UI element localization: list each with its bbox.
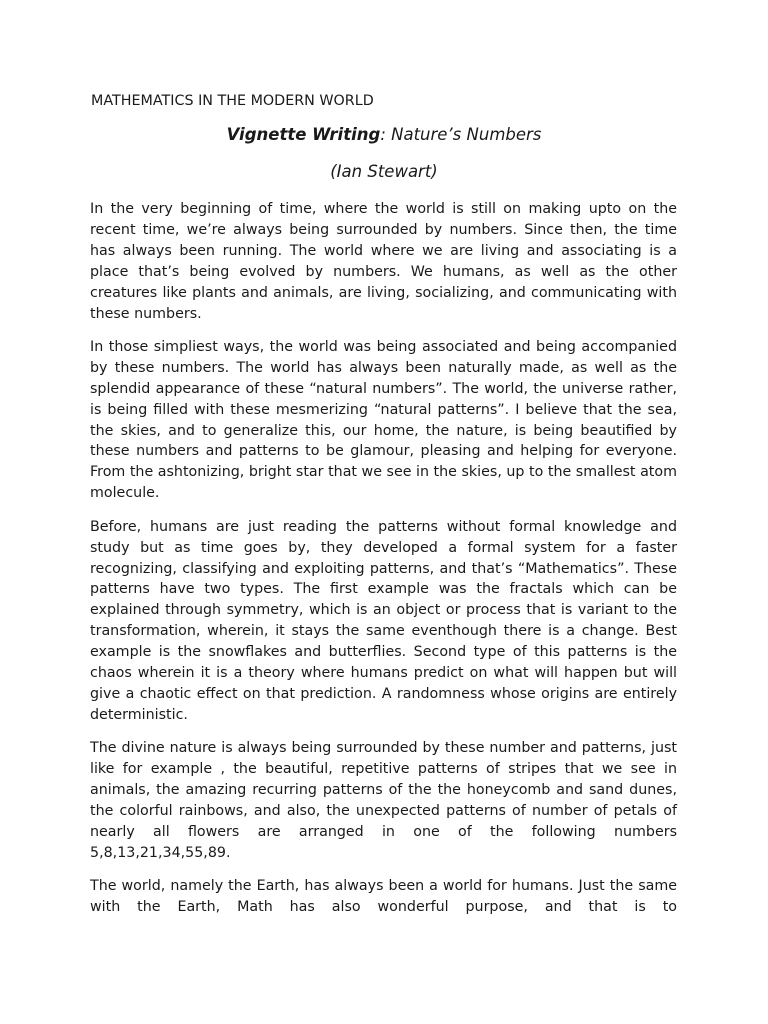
document-body bbox=[90, 199, 677, 931]
paragraph: In the very beginning of time, where the world is still on making upto on the recent time, we’re always being surrounded by numbers. Since then, the time has always been running. The world where we are living and associating is a place that’s being evolved by numbers. We humans, as well as the other creatures like plants and animals, are living, socializing, and communicating with these numbers. bbox=[90, 201, 677, 322]
paragraph: The divine nature is always being surrounded by these number and patterns, just like for example , the beautiful, repetitive patterns of stripes that we see in animals, the amazing recurring patterns of the the honeycomb and sand dunes, the colorful rainbows, and also, the unexpected patterns of number of petals of nearly all flowers are arranged in one of the following numbers 5,8,13,21,34,55,89. bbox=[90, 740, 677, 861]
paragraph: In those simpliest ways, the world was being associated and being accompanied by these numbers. The world has always been naturally made, as well as the splendid appearance of these “natural numbers”. The world, the universe rather, is being filled with these mesmerizing “natural patterns”. I believe that the sea, the skies, and to generalize this, our home, the nature, is being beautified by these numbers and patterns to be glamour, pleasing and helping for everyone. From the ashtonizing, bright star that we see in the skies, up to the smallest atom molecule. bbox=[90, 338, 677, 502]
title-subtitle: : Nature’s Numbers bbox=[380, 125, 542, 144]
document-author: (Ian Stewart) bbox=[330, 162, 438, 181]
document-title bbox=[0, 125, 768, 144]
paragraph: The world, namely the Earth, has always been a world for humans. Just the same with the Earth, Math has also wonderful purpose, and that is to bbox=[90, 878, 677, 916]
title-main: Vignette Writing bbox=[226, 125, 381, 144]
paragraph: Before, humans are just reading the patterns without formal knowledge and study but as time goes by, they developed a formal system for a faster recognizing, classifying and exploiting patterns, and that’s “Mathematics”. These patterns have two types. The first example was the fractals which can be explained through symmetry, which is an object or process that is variant to the transformation, wherein, it stays the same eventhough there is a change. Best example is the snowflakes and butterflies. Second type of this patterns is the chaos wherein it is a theory where humans predict on what will happen but will give a chaotic effect on that prediction. A randomness whose origins are entirely deterministic. bbox=[90, 518, 677, 723]
document-heading: MATHEMATICS IN THE MODERN WORLD bbox=[91, 93, 374, 109]
